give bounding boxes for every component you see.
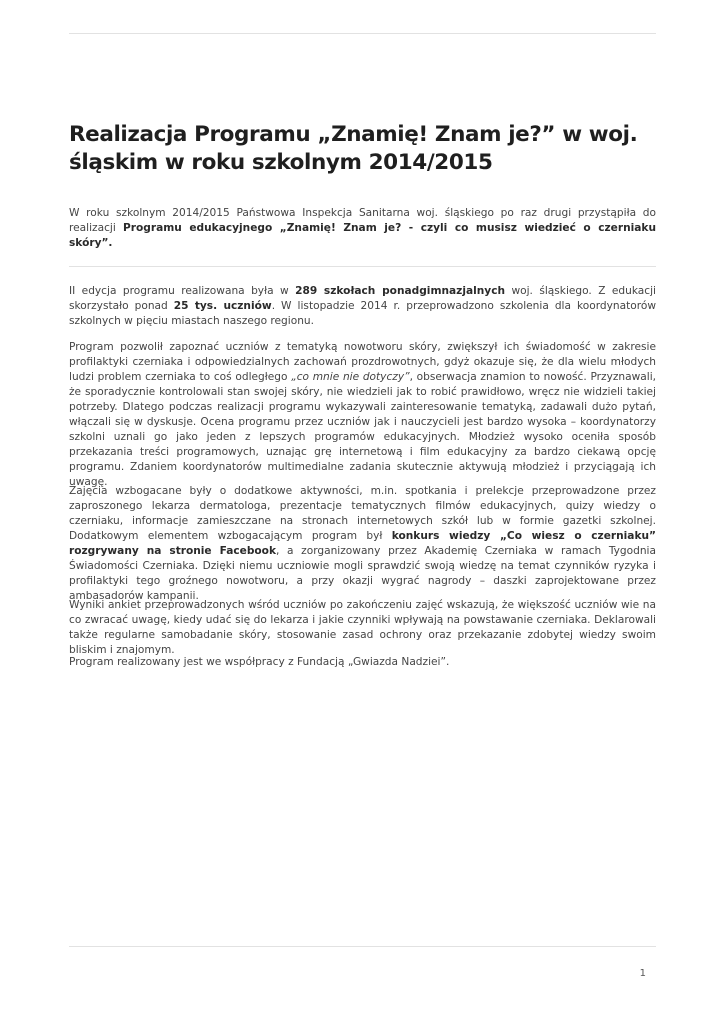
p1-text-c: woj. śląskiego. Z edukacji skorzystało ponad bbox=[69, 285, 657, 312]
paragraph-cooperation: Program realizowany jest we współpracy z Fundacją „Gwiazda Nadziei”. bbox=[69, 656, 450, 668]
schools-count: 289 szkołach ponadgimnazjalnych bbox=[295, 285, 506, 297]
paragraph-edition bbox=[69, 284, 656, 329]
paragraph-activities bbox=[69, 484, 656, 604]
intro-text: W roku szkolnym 2014/2015 Państwowa Inspekcja Sanitarna woj. śląskiego po raz drugi przystąpiła do realizacji bbox=[69, 207, 656, 234]
p1-text-a: II edycja programu realizowana była w bbox=[69, 285, 296, 297]
top-rule bbox=[69, 33, 656, 34]
section-divider bbox=[69, 266, 656, 267]
paragraph-program-effects bbox=[69, 340, 656, 490]
p2-text-a: Program pozwolił zapoznać uczniów z tematyką nowotworu skóry, zwiększył ich świadomość w zakresie profilaktyki czerniaka i odpowiedzialnych zachowań prozdrowotnych, gdyż okazuje się, że dla wielu młodych ludzi problem czerniaka to coś odległego bbox=[69, 341, 656, 383]
p3-text-b: , a zorganizowany przez Akademię Czerniaka w ramach Tygodnia Świadomości Czerniaka. Dzięki niemu uczniowie mogli sprawdzić swoją wiedzę na temat czynników ryzyka i profilaktyki tego groźnego nowotworu, a przy okazji wygrać nagrody – daszki zaprojektowane przez ambasadorów kampanii. bbox=[69, 545, 656, 602]
paragraph-survey-results: Wyniki ankiet przeprowadzonych wśród uczniów po zakończeniu zajęć wskazują, że większość uczniów wie na co zwracać uwagę, kiedy udać się do lekarza i jakie czynniki wpływają na powstawanie czerniaka. Deklarowali także regularne samobadanie skóry, stosowanie zasad ochrony oraz przekazanie zdobytej wiedzy swoim bliskim i znajomym. bbox=[69, 599, 656, 656]
p1-text-d: . W listopadzie 2014 r. przeprowadzono szkolenia dla koordynatorów szkolnych w pięciu miastach naszego regionu. bbox=[69, 300, 656, 327]
p2-text-b: , obserwacja znamion to nowość. Przyznawali, że sporadycznie kontrolowali stan swojej skóry, nie wiedzieli jak to robić prawidłowo, wręcz nie widzieli takiej potrzeby. Dlatego podczas realizacji programu wykazywali zainteresowanie tematyką, zadawali dużo pytań, włączali się w dyskusje. Ocena programu przez uczniów jak i nauczycieli jest bardzo wysoka – koordynatorzy szkolni uznali go jako jeden z lepszych programów edukacyjnych. Młodzież wysoko oceniła sposób przekazania treści programowych, uznając grę internetową i film edukacyjny za bardzo ciekawą opcję programu. Zdaniem koordynatorów multimedialne zadania skutecznie aktywują młodzież i przyciągają ich uwagę. bbox=[69, 371, 657, 488]
p3-text-a: Zajęcia wzbogacane były o dodatkowe aktywności, m.in. spotkania i prelekcje przeprowadzone przez zaproszonego lekarza dermatologa, prezentacje tematycznych filmów edukacyjnych, quizy wiedzy o czerniaku, informacje zamieszczane na stronach internetowych szkół lub w formie gazetki szkolnej. Dodatkowym elementem wzbogacającym program był bbox=[69, 485, 656, 542]
contest-name: konkurs wiedzy „Co wiesz o czerniaku” rozgrywany na stronie Facebook bbox=[69, 530, 656, 557]
p2-quote: „co mnie nie dotyczy” bbox=[291, 371, 410, 383]
bottom-rule bbox=[69, 946, 656, 947]
students-count: 25 tys. uczniów bbox=[173, 300, 272, 312]
intro-program-name: Programu edukacyjnego „Znamię! Znam je? - czyli co musisz wiedzieć o czerniaku skóry”. bbox=[69, 222, 656, 249]
page-number: 1 bbox=[639, 968, 646, 979]
page-title: Realizacja Programu „Znamię! Znam je?” w woj. śląskim w roku szkolnym 2014/2015 bbox=[69, 122, 638, 175]
intro-paragraph bbox=[69, 206, 656, 251]
